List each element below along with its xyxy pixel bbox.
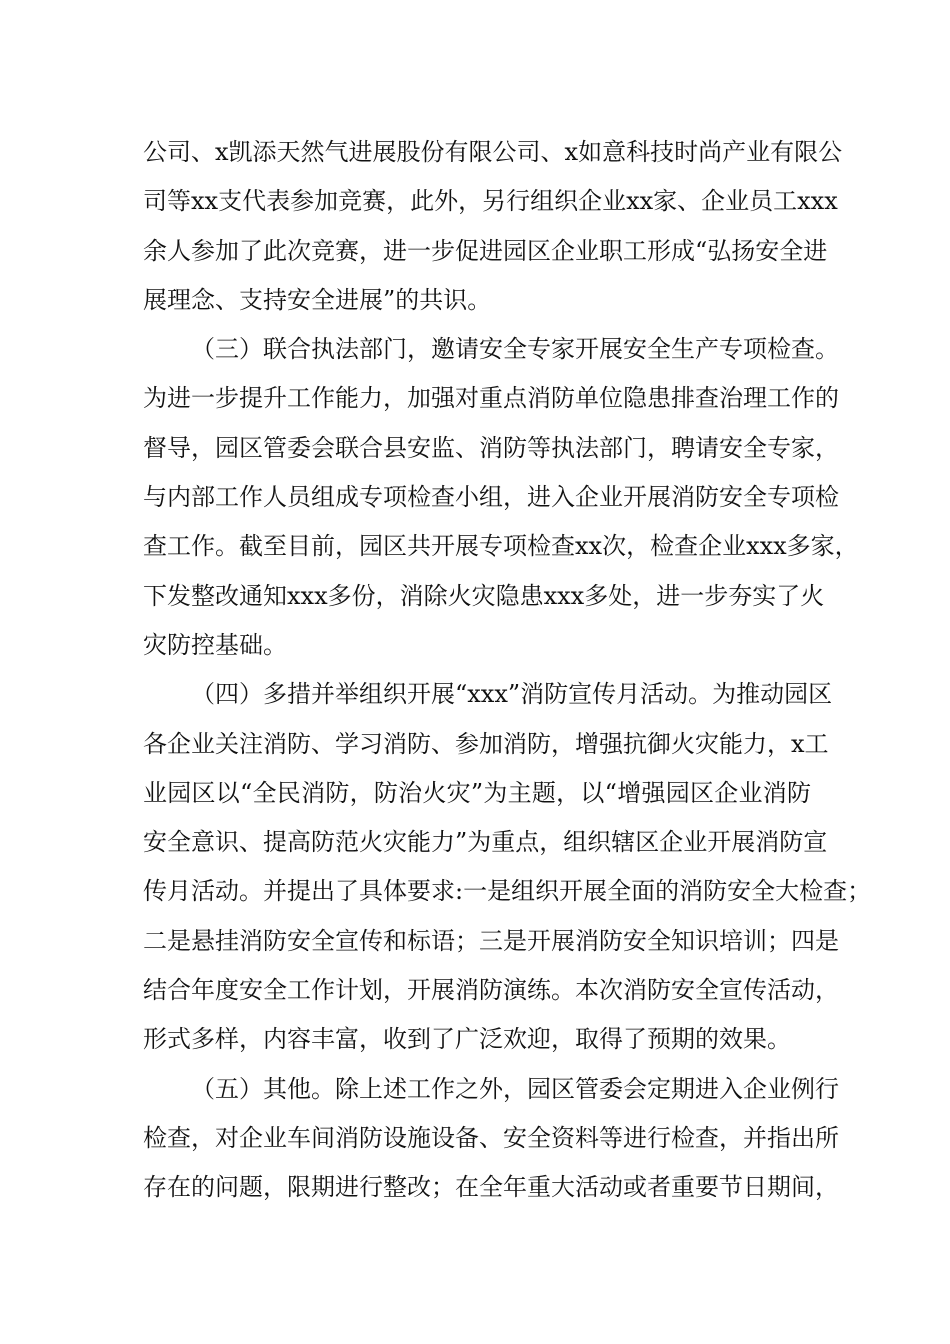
text-line: 与内部工作人员组成专项检查小组，进入企业开展消防安全专项检 (143, 483, 839, 512)
text-line: 检查，对企业车间消防设施设备、安全资料等进行检查，并指出所 (143, 1123, 839, 1152)
text-line: 司等xx支代表参加竞赛，此外，另行组织企业xx家、企业员工xxx (143, 187, 838, 216)
document-body (143, 128, 872, 1213)
section-heading-line: （三）联合执法部门，邀请安全专家开展安全生产专项检查。 (191, 335, 839, 364)
text-line: 余人参加了此次竞赛，进一步促进园区企业职工形成“弘扬安全进 (143, 236, 828, 265)
text-line: 结合年度安全工作计划，开展消防演练。本次消防安全宣传活动， (143, 976, 839, 1005)
text-line: 各企业关注消防、学习消防、参加消防，增强抗御火灾能力，x工 (143, 729, 829, 758)
section-heading-line: （四）多措并举组织开展“xxx”消防宣传月活动。为推动园区 (191, 680, 833, 709)
text-line: 存在的问题，限期进行整改；在全年重大活动或者重要节日期间， (143, 1173, 839, 1202)
text-line: 展理念、支持安全进展”的共识。 (143, 285, 492, 314)
text-line: 二是悬挂消防安全宣传和标语；三是开展消防安全知识培训；四是 (143, 926, 839, 955)
text-line: 为进一步提升工作能力，加强对重点消防单位隐患排查治理工作的 (143, 384, 839, 413)
section-heading-line: （五）其他。除上述工作之外，园区管委会定期进入企业例行 (191, 1074, 839, 1103)
text-line: 形式多样，内容丰富，收到了广泛欢迎，取得了预期的效果。 (143, 1025, 791, 1054)
text-line: 业园区以“全民消防，防治火灾”为主题，以“增强园区企业消防 (143, 778, 811, 807)
text-line: 查工作。截至目前，园区共开展专项检查xx次，检查企业xxx多家， (143, 532, 859, 561)
text-line: 下发整改通知xxx多份，消除火灾隐患xxx多处，进一步夯实了火 (143, 581, 825, 610)
text-line: 安全意识、提高防范火灾能力”为重点，组织辖区企业开展消防宣 (143, 828, 828, 857)
text-line: 公司、x凯添天然气进展股份有限公司、x如意科技时尚产业有限公 (143, 138, 843, 166)
text-line: 传月活动。并提出了具体要求:一是组织开展全面的消防安全大检查； (143, 877, 872, 906)
text-line: 灾防控基础。 (143, 630, 287, 659)
text-line: 督导，园区管委会联合县安监、消防等执法部门，聘请安全专家， (143, 433, 839, 462)
